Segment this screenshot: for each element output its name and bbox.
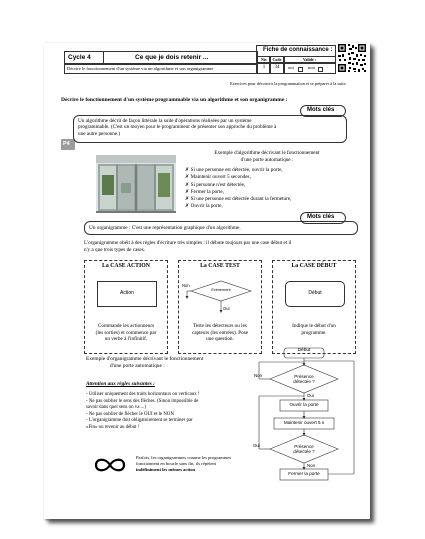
case-action-title: La CASE ACTION [102,263,150,269]
flow-action-3: Fermer la porte [288,471,320,476]
case-action-desc-1: Commande les actionneurs [97,323,155,329]
algorithme-line-1: Un algorithme décrit de façon littérale la suite d'opérations réalisées par un système [78,118,252,124]
case-test-desc-3: une question. [206,336,234,342]
sheet-subtitle: Décrire le fonctionnement d'un système via un algorithme et son organigramme [67,65,214,71]
knowledge-sheet [44,43,370,519]
algorithme-line-3: une autre personne.) [78,130,121,137]
attention-rules: - Utiliser uniquement des traits horizontaux ou verticaux ! - Ne pas oublier le sens des flèches. (Sinon impossible de savoir dans quel sens on va ...) - Ne pas oublier de flécher le OUI et le NON - L'organigramme doit obligatoirement se terminer par «Fin» ou revenir au début ! [86,392,200,430]
flow-test1: Présence détectée ? [293,374,315,385]
case-debut-title: La CASE DÉBUT [291,263,337,269]
col-valide: Validé : [283,56,336,64]
fiche-label: Fiche de connaissance : [263,47,333,53]
regles-line-2: n'y a que trois types de cases. [84,246,146,253]
oui-label: oui [288,65,294,70]
algo-step: ✗ Si une personne est détectée, ouvrir la porte, [185,167,283,173]
case-debut-panel [272,260,356,354]
col-niv: Niv [257,56,271,64]
cross-icon: ✗ [185,167,191,173]
algorithme-definition [73,115,347,143]
col-code: Code [269,56,285,64]
debut-box: Début [285,281,345,307]
flow-oui-2: Oui [253,443,260,448]
algo-step: ✗ Ouvrir la porte, [185,203,223,210]
cross-icon: ✗ [185,174,191,181]
cross-icon: ✗ [185,203,191,210]
regles-line-1: L'organigramme obéit à des règles d'écriture très simples : il débute toujours par une case début et il [84,240,292,246]
case-test-desc-1: Teste les détecteurs ou les [193,323,247,329]
flow-action-1: Ouvrir la porte [289,402,319,407]
case-action-panel [84,260,168,354]
action-box: Action [97,281,157,307]
exemple-orga-title-2: d'une porte automatique : [110,362,165,369]
qr-code-icon [337,43,367,73]
subtitle-box [64,63,258,74]
flow-debut: Début [297,348,311,353]
case-test-desc-2: capteurs (les entrées). Pose [191,329,249,336]
non-label: non [308,65,315,70]
flow-non-1: Non [254,373,263,378]
oui-checkbox[interactable] [298,67,303,72]
fiche-box [256,45,336,74]
niv-value: 1 [257,62,271,74]
algo-step: ✗ Si personne n'est détectée, [185,181,246,188]
case-action-desc-3: un verbe à l'infinitif. [104,336,148,342]
organigramme-definition: Un organigramme : C'est une représentation graphique d'un algorithme. [84,221,358,235]
cross-icon: ✗ [185,188,191,195]
mots-cles-tag: Mots clés [300,212,346,224]
case-action-desc-2: (les sorties) et commence par [95,329,157,336]
test-oui-label: Oui [223,306,230,311]
sheet-title: Ce que je dois retenir ... [135,54,209,61]
code-value: 34 [269,62,285,74]
algo-step: ✗ Fermer la porte, [185,188,224,195]
flow-oui-1: Oui [307,393,314,398]
case-test-title: La CASE TEST [200,263,240,269]
algorithme-line-2: programmable. (C'est un moyen pour le programmeur de présenter son approche du problème à [78,124,277,131]
test-non-label: Non [182,283,190,288]
p4-badge: P4 [61,139,75,150]
flow-action-2: Maintenir ouvert 5 s [283,420,325,425]
algo-steps [185,167,291,211]
case-debut-desc-2: programme. [301,329,327,336]
infinity-note: Parfois, les organigrammes comme les programmes fonctionnent en boucle sans fin, ils répètent indéfiniment les mêmes action [136,455,232,472]
flowchart-diagram [244,343,368,508]
flow-non-2: Non [307,463,316,468]
flow-test2: Présence détectée ? [293,444,315,455]
non-checkbox[interactable] [318,67,323,72]
infinity-icon [92,455,128,475]
cycle-label: Cycle 4 [68,54,91,61]
test-inner-label: Evènement [211,288,231,292]
section-title: Décrire le fonctionnement d'un système programmable via un algorithme et son organigramme : [61,97,288,103]
exemple-algo-title-2: d'une porte automatique : [240,156,294,163]
exemple-orga-title-1: Exemple d'organigramme décrivant le fonctionnement [86,356,204,362]
case-test-panel [178,260,262,354]
mots-cles-tag: Mots clés [300,105,346,117]
exemple-algo-title-1: Exemple d'algorithme décrivant le fonctionnement [214,150,320,156]
case-debut-desc-1: Indique le début d'un [292,323,336,329]
attention-title: Attention aux règles suivantes : [86,381,155,387]
automatic-door-photo [96,155,176,213]
cross-icon: ✗ [185,181,191,188]
algo-step: ✗ Si une personne est détectée durant la fermeture, [185,196,292,203]
test-diamond-diagram [185,277,257,317]
cross-icon: ✗ [185,196,191,203]
exercise-note: Exercices pour découvrir la programmation et se préparer à la suite. [230,81,347,86]
algo-step: ✗ Maintenir ouvert 5 secondes, [185,174,251,181]
